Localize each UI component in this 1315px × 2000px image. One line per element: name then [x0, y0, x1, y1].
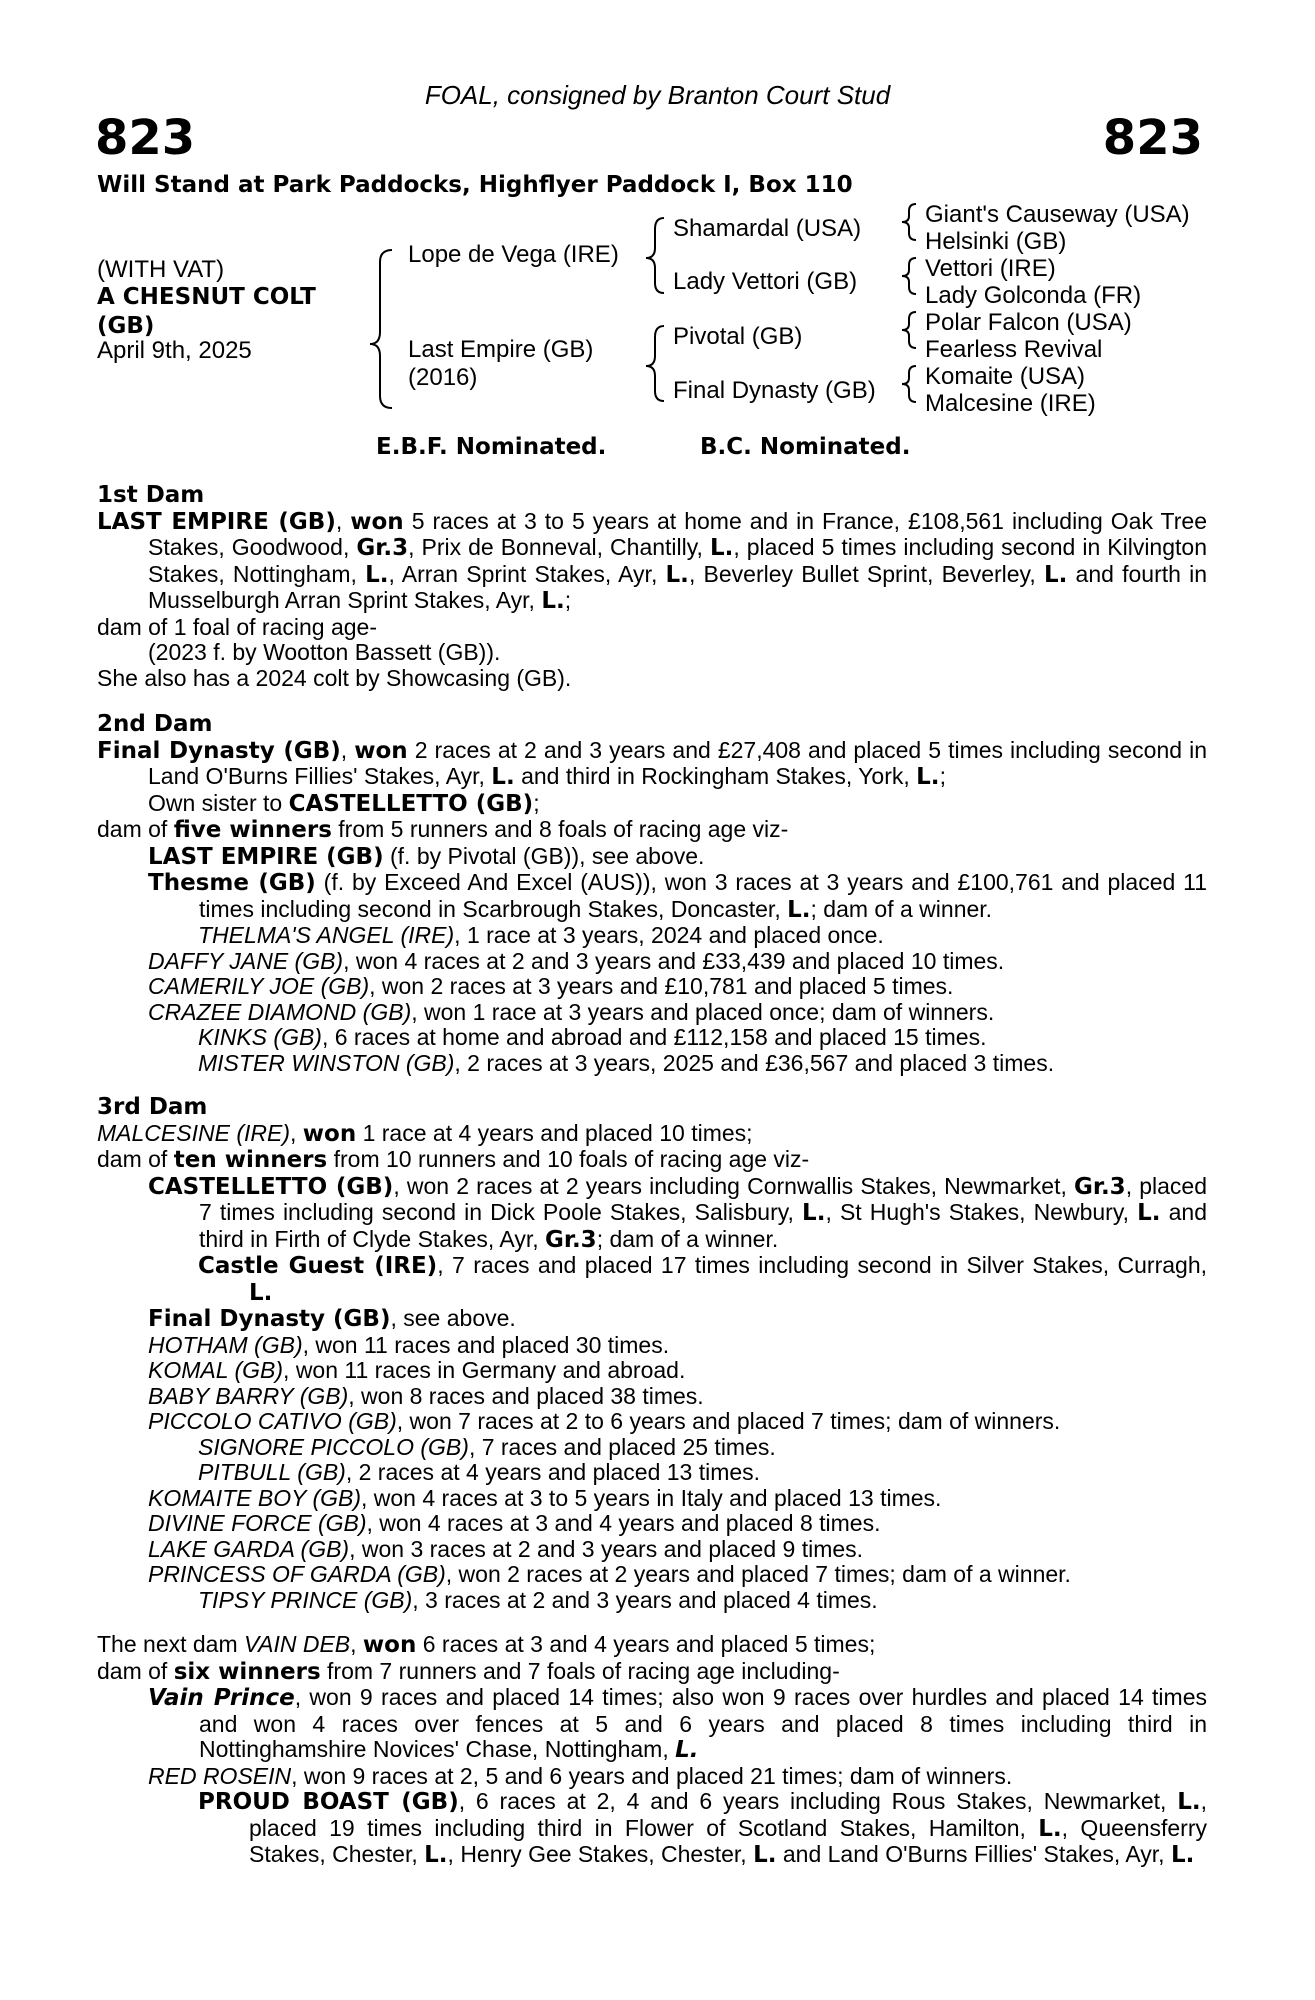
text: , 6 races at home and abroad and £112,158 and placed 15 times. [321, 1024, 987, 1050]
third-generation: Komaite (USA) [925, 363, 1086, 390]
bracket-dam [646, 326, 664, 401]
listed-grade: L. [1170, 1842, 1195, 1868]
horse-name: TIPSY PRINCE (GB) [198, 1586, 413, 1613]
listed-grade: L. [787, 896, 811, 923]
text: dam of [97, 1657, 174, 1684]
text: from 5 runners and 8 foals of racing age viz- [331, 816, 789, 842]
text: and Land O'Burns Fillies' Stakes, Ayr, [776, 1841, 1171, 1867]
listed-grade: L. [1038, 1815, 1062, 1842]
listed-grade: L. [802, 1200, 826, 1226]
won-label: won [350, 508, 404, 535]
text: (f. by Exceed And Excel (AUS)), won 3 races at 3 years and £100,761 and placed 11 times including second in Scarbrough Stakes, Doncaster, [199, 869, 1207, 922]
won-label: won [362, 1632, 417, 1658]
section-heading: 1st Dam [97, 482, 205, 508]
bracket-g2 [902, 258, 916, 294]
text: , won 3 races at 2 and 3 years and placed 9 times. [349, 1535, 864, 1562]
third-generation: Giant's Causeway (USA) [925, 201, 1190, 228]
horse-name: PRINCESS OF GARDA (GB) [148, 1561, 446, 1587]
horse-name: PICCOLO CATIVO (GB) [148, 1408, 397, 1434]
text: , placed 19 times including third in Flower of Scotland Stakes, Hamilton, [249, 1788, 1208, 1841]
text: , won 4 races at 2 and 3 years and £33,439 and placed 10 times. [343, 947, 1005, 974]
horse-name: SIGNORE PICCOLO (GB) [198, 1433, 469, 1460]
progeny-entry [97, 1384, 1207, 1410]
group-grade: Gr.3 [545, 1226, 597, 1253]
progeny-entry [97, 1789, 1207, 1869]
progeny-entry [97, 1306, 1207, 1333]
lot-number-right: 823 [1102, 110, 1203, 166]
horse-name: CASTELLETTO (GB) [288, 790, 534, 817]
group-grade: Gr.3 [356, 535, 409, 561]
text: , won 11 races and placed 30 times. [302, 1331, 670, 1358]
third-generation: Fearless Revival [925, 336, 1103, 363]
date-of-birth: April 9th, 2025 [97, 337, 252, 364]
horse-name: Castle Guest (IRE) [198, 1253, 438, 1279]
bracket-g4 [902, 366, 916, 402]
text: , 2 races at 4 years and placed 13 times. [345, 1459, 761, 1485]
text: 2 races at 2 and 3 years and £27,408 and placed 5 times including second in Land O'Burns Fillies' Stakes, Ayr, [148, 736, 1207, 789]
listed-grade: L. [1137, 1200, 1161, 1226]
first-dam-section [97, 483, 1207, 691]
text: , won 7 races at 2 to 6 years and placed 7 times; dam of winners. [396, 1408, 1061, 1434]
text: , won 11 races in Germany and abroad. [283, 1357, 686, 1383]
third-generation: Helsinki (GB) [925, 228, 1067, 255]
second-dam-section [97, 712, 1207, 1076]
text: , won 9 races at 2, 5 and 6 years and placed 21 times; dam of winners. [291, 1762, 1013, 1789]
pedigree-brackets [0, 0, 1315, 460]
progeny-entry [97, 1685, 1207, 1764]
listed-grade: L. [1043, 561, 1068, 588]
text: from 10 runners and 10 foals of racing age viz- [327, 1146, 810, 1172]
text: , 2 races at 3 years, 2025 and £36,567 and placed 3 times. [454, 1049, 1055, 1076]
horse-name: RED ROSEIN [148, 1762, 292, 1789]
progeny-entry [97, 1537, 1207, 1563]
text: , placed 5 times including second in Kilvington Stakes, Nottingham, [148, 534, 1207, 587]
text: , won 2 races at 2 years including Cornwallis Stakes, Newmarket, [393, 1172, 1074, 1199]
text: 1 race at 4 years and placed 10 times; [356, 1119, 753, 1146]
produce-summary [97, 817, 1207, 844]
foals-line: dam of 1 foal of racing age- [97, 613, 377, 640]
listed-grade: L. [424, 1842, 448, 1868]
winners-count: five winners [173, 817, 332, 843]
text: , 7 races and placed 25 times. [468, 1433, 776, 1460]
text: , won 9 races and placed 14 times; also won 9 races over hurdles and placed 14 times and won 4 races over fences at 5 and 6 years and placed 8 times including third in Nottinghamshire Novices' Chase, Nottingham, [199, 1684, 1207, 1762]
horse-name: THELMA'S ANGEL (IRE) [198, 922, 455, 948]
text: , Queensferry Stakes, Chester, [249, 1814, 1207, 1867]
horse-name: LAKE GARDA (GB) [148, 1535, 350, 1562]
section-heading: 2nd Dam [97, 711, 213, 737]
text: , won 2 races at 3 years and £10,781 and placed 5 times. [369, 973, 954, 999]
text: , won 1 race at 3 years and placed once; dam of winners. [411, 998, 995, 1025]
progeny-entry [97, 1562, 1207, 1588]
text: , [289, 1119, 303, 1146]
horse-name: A CHESNUT COLT (GB) [97, 284, 316, 339]
horse-name: MISTER WINSTON (GB) [198, 1049, 455, 1076]
horse-name: Final Dynasty (GB) [97, 737, 341, 764]
own-sister-line [97, 791, 1207, 818]
horse-name: CRAZEE DIAMOND (GB) [148, 998, 412, 1025]
text: , 7 races and placed 17 times including second in Silver Stakes, Curragh, [437, 1252, 1208, 1278]
progeny-entry [97, 844, 1207, 871]
horse-name: MALCESINE (IRE) [97, 1119, 290, 1146]
text: , won 8 races and placed 38 times. [348, 1382, 704, 1409]
horse-name: DIVINE FORCE (GB) [148, 1510, 367, 1536]
text: and fourth in Musselburgh Arran Sprint Stakes, Ayr, [148, 560, 1207, 613]
progeny-entry [97, 923, 1207, 949]
progeny-entry [97, 1025, 1207, 1051]
text: , Henry Gee Stakes, Chester, [447, 1841, 754, 1867]
bc-nomination: B.C. Nominated. [700, 434, 911, 460]
text: and third in Rockingham Stakes, York, [514, 763, 917, 789]
horse-name: LAST EMPIRE (GB) [148, 843, 384, 870]
also-line: She also has a 2024 colt by Showcasing (GB). [97, 664, 572, 691]
text: ; [939, 763, 946, 789]
horse-name: LAST EMPIRE (GB) [97, 508, 336, 535]
text: , St Hugh's Stakes, Newbury, [825, 1199, 1138, 1225]
horse-name: BABY BARRY (GB) [148, 1382, 349, 1409]
bracket-sire [646, 218, 664, 293]
text: Own sister to [148, 789, 289, 816]
text: , 1 race at 3 years, 2024 and placed once. [454, 922, 884, 948]
horse-name: KOMAL (GB) [148, 1357, 284, 1383]
won-label: won [302, 1120, 357, 1147]
listed-grade: L. [1177, 1789, 1201, 1815]
progeny-entry [97, 1435, 1207, 1461]
horse-name: KOMAITE BOY (GB) [148, 1484, 361, 1511]
dam-year: (2016) [408, 364, 478, 391]
text: ; [564, 587, 572, 613]
vat-note: (WITH VAT) [97, 256, 225, 283]
text: , Arran Sprint Stakes, Ayr, [388, 560, 666, 587]
text: , placed 7 times including second in Dick Poole Stakes, Salisbury, [199, 1172, 1207, 1225]
second-dam-entry: Final Dynasty (GB), won 2 races at 2 and 3 years and £27,408 and placed 5 times including second in Land O'Burns Fillies' Stakes, Ayr, L. and third in Rockingham Stakes, York, L.; [97, 736, 1207, 790]
progeny-entry [97, 1358, 1207, 1384]
listed-grade: L. [916, 764, 940, 790]
third-generation: Malcesine (IRE) [925, 390, 1096, 417]
progeny-entry [97, 1511, 1207, 1537]
progeny-entry [97, 1460, 1207, 1486]
next-dam-entry [97, 1632, 1207, 1659]
won-label: won [354, 737, 408, 764]
progeny-entry [97, 1000, 1207, 1026]
text: The next dam [97, 1631, 245, 1657]
text: from 7 runners and 7 foals of racing age including- [320, 1657, 840, 1684]
lot-number-left: 823 [95, 110, 196, 166]
third-generation: Lady Golconda (FR) [925, 282, 1142, 309]
horse-name: Vain Prince [148, 1685, 295, 1711]
third-generation: Vettori (IRE) [925, 255, 1056, 282]
text: , won 2 races at 2 years and placed 7 times; dam of a winner. [445, 1561, 1071, 1587]
progeny-entry [97, 1174, 1207, 1254]
horse-name: DAFFY JANE (GB) [148, 947, 344, 974]
ebf-nomination: E.B.F. Nominated. [376, 434, 607, 460]
text: dam of [97, 1146, 174, 1172]
text: 6 races at 3 and 4 years and placed 5 times; [416, 1631, 876, 1657]
stand-location: Will Stand at Park Paddocks, Highflyer Paddock I, Box 110 [97, 172, 853, 198]
listed-grade: L. [491, 764, 515, 790]
text: ; dam of a winner. [810, 895, 993, 922]
listed-grade: L. [665, 561, 689, 588]
progeny-entry [97, 1764, 1207, 1790]
text: , 6 races at 2, 4 and 6 years including Rous Stakes, Newmarket, [458, 1788, 1178, 1814]
third-generation: Polar Falcon (USA) [925, 309, 1132, 336]
listed-grade: L. [541, 588, 565, 614]
winners-count: ten winners [173, 1147, 328, 1173]
winners-count: six winners [173, 1658, 321, 1685]
horse-name: Thesme (GB) [148, 870, 316, 896]
listed-grade: L. [249, 1279, 273, 1306]
bracket-g3 [902, 312, 916, 348]
listed-grade: L. [753, 1842, 777, 1868]
text: dam of [97, 816, 174, 842]
progeny-entry [97, 1409, 1207, 1435]
horse-name: KINKS (GB) [198, 1024, 322, 1050]
consignor-title: FOAL, consigned by Branton Court Stud [424, 80, 891, 110]
horse-name: VAIN DEB [244, 1631, 351, 1657]
text: , Beverley Bullet Sprint, Beverley, [688, 560, 1044, 587]
group-grade: Gr.3 [1074, 1173, 1126, 1200]
first-dam-entry: LAST EMPIRE (GB), won 5 races at 3 to 5 years at home and in France, £108,561 including Oak Tree Stakes, Goodwood, Gr.3, Prix de Bonneval, Chantilly, L., placed 5 times including second in Kilvington Stakes, Nottingham, L., Arran Sprint Stakes, Ayr, L., Beverley Bullet Sprint, Beverley, L. and fourth in Musselburgh Arran Sprint Stakes, Ayr, L.; [97, 507, 1207, 614]
text: and third in Firth of Clyde Stakes, Ayr, [199, 1199, 1207, 1252]
sire-sire: Shamardal (USA) [673, 215, 862, 242]
dam: Last Empire (GB) [408, 336, 594, 363]
progeny-entry [97, 949, 1207, 975]
progeny-entry [97, 1588, 1207, 1614]
horse-name: CAMERILY JOE (GB) [148, 973, 370, 999]
text: ; dam of a winner. [596, 1225, 779, 1252]
progeny-entry [97, 974, 1207, 1000]
progeny-entry [97, 1333, 1207, 1359]
text: ; [533, 789, 540, 816]
text: , [350, 1631, 363, 1657]
horse-name: PITBULL (GB) [198, 1459, 346, 1485]
horse-name: HOTHAM (GB) [148, 1331, 303, 1358]
third-dam-section [97, 1095, 1207, 1613]
next-dam-section [97, 1632, 1207, 1869]
sire: Lope de Vega (IRE) [408, 241, 619, 268]
text: , see above. [390, 1305, 516, 1331]
progeny-entry [97, 1253, 1207, 1306]
progeny-entry [97, 1486, 1207, 1512]
foal-entry: (2023 f. by Wootton Bassett (GB)). [148, 639, 501, 665]
listed-grade: L. [709, 535, 734, 561]
text: (f. by Pivotal (GB)), see above. [383, 842, 705, 869]
text: , Prix de Bonneval, Chantilly, [408, 534, 710, 560]
progeny-entry [97, 1051, 1207, 1077]
dam-dam: Final Dynasty (GB) [673, 377, 876, 404]
bracket-main [370, 250, 392, 408]
produce-summary [97, 1659, 1207, 1686]
horse-name: Final Dynasty (GB) [148, 1306, 391, 1332]
horse-name: PROUD BOAST (GB) [198, 1789, 459, 1815]
section-heading: 3rd Dam [97, 1094, 208, 1120]
sire-dam: Lady Vettori (GB) [673, 268, 858, 295]
text: 5 races at 3 to 5 years at home and in France, £108,561 including Oak Tree Stakes, Goodwood, [148, 507, 1207, 560]
listed-grade: L. [675, 1737, 699, 1763]
text: , won 4 races at 3 to 5 years in Italy and placed 13 times. [361, 1484, 942, 1511]
dam-sire: Pivotal (GB) [673, 323, 803, 350]
bracket-g1 [902, 204, 916, 240]
third-dam-entry [97, 1121, 1207, 1148]
text: , won 4 races at 3 and 4 years and placed 8 times. [366, 1510, 881, 1536]
text: , 3 races at 2 and 3 years and placed 4 times. [412, 1586, 878, 1613]
produce-summary [97, 1147, 1207, 1174]
progeny-entry [97, 870, 1207, 923]
horse-name: CASTELLETTO (GB) [148, 1173, 394, 1200]
listed-grade: L. [365, 561, 389, 588]
